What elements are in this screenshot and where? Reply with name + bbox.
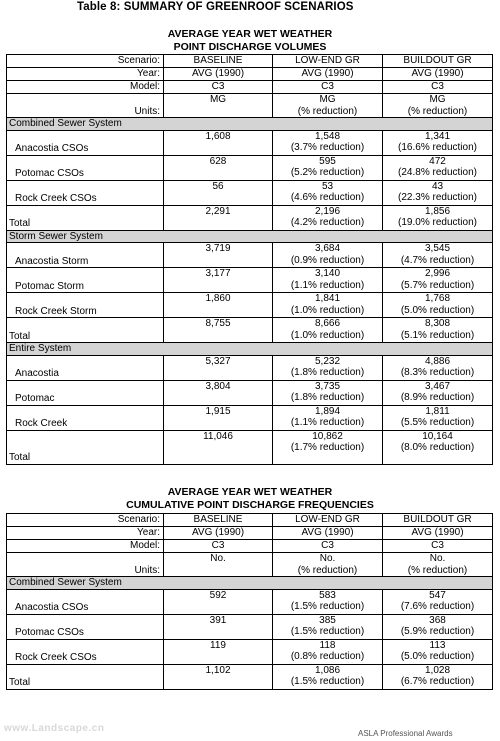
header-cell [164,55,273,68]
low-end-cell-reduction: (1.5% reduction) [290,676,365,687]
buildout-cell [383,155,493,180]
table-row [7,268,493,293]
low-end-cell-value: 1,841 [314,293,341,304]
header-text: BUILDOUT GR [403,55,472,66]
header-label [7,94,164,118]
header-text: MG [209,94,227,105]
buildout-cell [383,614,493,639]
baseline-value: 5,327 [164,355,273,380]
low-end-cell [273,243,383,268]
header-text: AVG (1990) [191,68,245,79]
buildout-cell [383,430,493,464]
watermark-site: www.Landscape.cn [4,723,105,734]
header-cell [383,68,493,81]
low-end-cell [273,355,383,380]
header-label [7,55,164,68]
frequencies-table [6,513,493,690]
low-end-cell-value: 385 [319,614,336,626]
buildout-cell-value: 1,768 [424,293,451,304]
header-text: (% reduction) [407,105,468,117]
header-text: Units: [134,105,160,117]
row-label: Total [7,205,164,230]
low-end-cell-value: 3,140 [314,268,341,279]
header-text: Model: [129,81,160,92]
row-label: Rock Creek Storm [7,293,164,318]
header-text: No. [429,553,446,564]
buildout-cell-reduction: (8.0% reduction) [400,442,475,453]
baseline-value: 56 [164,180,273,205]
buildout-cell-reduction: (5.0% reduction) [400,304,475,316]
header-text: Model: [129,540,160,551]
table-row [7,180,493,205]
table-row [7,155,493,180]
buildout-cell-value: 10,164 [422,430,453,442]
low-end-cell-reduction: (4.2% reduction) [290,217,365,228]
header-cell [383,540,493,553]
buildout-cell-value: 1,028 [424,664,451,676]
buildout-cell-value: 113 [429,639,446,651]
low-end-cell [273,205,383,230]
frequencies-title-line2: CUMULATIVE POINT DISCHARGE FREQUENCIES [126,499,374,511]
baseline-value: 592 [164,589,273,614]
group-row [7,118,493,131]
baseline-value: 391 [164,614,273,639]
baseline-value: 3,804 [164,380,273,405]
row-label: Anacostia CSOs [7,130,164,155]
buildout-cell-reduction: (22.3% reduction) [398,192,477,203]
buildout-cell-value: 547 [429,589,446,601]
header-row [7,55,493,68]
buildout-cell-value: 1,856 [424,205,451,217]
header-cell [383,527,493,540]
low-end-cell-value: 595 [319,155,336,167]
low-end-cell-value: 2,196 [314,205,341,217]
buildout-cell-value: 2,996 [424,268,451,279]
group-label: Storm Sewer System [7,230,493,243]
group-label: Combined Sewer System [7,118,493,131]
header-cell [273,55,383,68]
group-row [7,230,493,243]
buildout-cell-value: 472 [429,155,446,167]
baseline-value: 2,291 [164,205,273,230]
low-end-cell-reduction: (5.2% reduction) [290,167,365,178]
header-text: AVG (1990) [191,527,245,538]
low-end-cell-reduction: (1.8% reduction) [290,367,365,378]
baseline-value: 1,102 [164,664,273,689]
buildout-cell [383,243,493,268]
low-end-cell-value: 1,086 [314,664,341,676]
low-end-cell-value: 1,894 [314,405,341,417]
buildout-cell-value: 3,545 [424,243,451,254]
low-end-cell-value: 118 [319,639,336,651]
baseline-value: 1,915 [164,405,273,430]
low-end-cell-value: 10,862 [312,430,343,442]
low-end-cell-reduction: (1.5% reduction) [290,626,365,637]
buildout-cell [383,318,493,343]
buildout-cell-reduction: (8.3% reduction) [400,367,475,378]
row-label: Rock Creek CSOs [7,180,164,205]
table-row [7,293,493,318]
low-end-cell-reduction: (1.0% reduction) [290,329,365,341]
buildout-cell-reduction: (19.0% reduction) [398,217,477,228]
header-cell [273,81,383,94]
header-text: BASELINE [193,55,243,66]
low-end-cell-reduction: (3.7% reduction) [290,142,365,153]
low-end-cell-value: 1,548 [314,130,341,142]
row-label: Anacostia [7,355,164,380]
watermark-caption: ASLA Professional Awards [358,729,453,738]
header-cell [273,527,383,540]
header-cell [273,94,383,118]
low-end-cell [273,405,383,430]
header-text: C3 [211,540,225,551]
table-row [7,614,493,639]
buildout-cell [383,589,493,614]
header-row [7,527,493,540]
header-label [7,540,164,553]
buildout-cell [383,293,493,318]
buildout-cell-reduction: (24.8% reduction) [398,167,477,178]
table-row [7,355,493,380]
row-label: Rock Creek CSOs [7,639,164,664]
header-text: C3 [431,540,444,551]
buildout-cell [383,664,493,689]
buildout-cell-value: 368 [429,614,446,626]
header-text: Scenario: [117,514,160,525]
row-label: Potomac Storm [7,268,164,293]
header-text: LOW-END GR [295,55,360,66]
buildout-cell-reduction: (5.5% reduction) [400,417,475,428]
group-label: Combined Sewer System [7,577,493,590]
baseline-value: 11,046 [164,430,273,464]
buildout-cell [383,180,493,205]
header-cell [273,540,383,553]
header-text: BUILDOUT GR [403,514,472,525]
header-text: AVG (1990) [411,527,464,538]
header-text: AVG (1990) [301,527,354,538]
header-cell [164,94,273,118]
table-row [7,639,493,664]
header-text: Year: [137,527,160,538]
row-label: Anacostia Storm [7,243,164,268]
buildout-cell [383,355,493,380]
low-end-cell-value: 5,232 [314,355,341,367]
header-cell [164,514,273,527]
header-cell [164,68,273,81]
header-label [7,514,164,527]
header-cell [273,514,383,527]
header-text: Scenario: [117,55,160,66]
header-cell [383,55,493,68]
header-text: (% reduction) [407,564,468,576]
buildout-cell [383,639,493,664]
header-cell [383,553,493,577]
header-row [7,94,493,118]
frequencies-title-line1: AVERAGE YEAR WET WEATHER [167,486,333,498]
header-text: C3 [211,81,225,92]
low-end-cell [273,614,383,639]
low-end-cell-reduction: (1.7% reduction) [290,442,365,453]
header-text: AVG (1990) [411,68,464,79]
buildout-cell [383,205,493,230]
header-label [7,553,164,577]
header-text: AVG (1990) [301,68,354,79]
group-row [7,577,493,590]
low-end-cell [273,664,383,689]
buildout-cell-value: 8,308 [424,318,451,329]
low-end-cell [273,268,383,293]
low-end-cell-value: 583 [319,589,336,601]
low-end-cell-reduction: (1.8% reduction) [290,392,365,403]
buildout-cell-reduction: (5.7% reduction) [400,279,475,291]
table-title: Table 8: SUMMARY OF GREENROOF SCENARIOS [77,1,354,13]
header-text: C3 [321,81,334,92]
buildout-cell [383,130,493,155]
baseline-value: 1,860 [164,293,273,318]
row-label: Potomac CSOs [7,155,164,180]
low-end-cell-value: 8,666 [314,318,341,329]
header-label [7,68,164,81]
header-text: (% reduction) [297,564,358,576]
buildout-cell-value: 43 [431,180,444,192]
buildout-cell [383,380,493,405]
baseline-value: 3,719 [164,243,273,268]
low-end-cell [273,155,383,180]
low-end-cell-reduction: (1.1% reduction) [290,417,365,428]
header-text: BASELINE [193,514,243,525]
low-end-cell-reduction: (1.0% reduction) [290,304,365,316]
header-text: MG [319,94,336,105]
buildout-cell-reduction: (5.1% reduction) [400,329,475,341]
header-cell [383,514,493,527]
volumes-table [6,54,493,465]
header-text: No. [319,553,336,564]
table-row [7,318,493,343]
baseline-value: 1,608 [164,130,273,155]
header-row [7,540,493,553]
header-text: C3 [431,81,444,92]
low-end-cell [273,589,383,614]
low-end-cell [273,318,383,343]
table-row [7,664,493,689]
low-end-cell-reduction: (0.9% reduction) [290,254,365,266]
header-cell [383,94,493,118]
header-label [7,81,164,94]
baseline-value: 119 [164,639,273,664]
low-end-cell [273,293,383,318]
low-end-cell [273,430,383,464]
low-end-cell-reduction: (1.5% reduction) [290,601,365,612]
header-text: MG [429,94,446,105]
header-text: LOW-END GR [295,514,360,525]
table-row [7,405,493,430]
table-row [7,430,493,464]
low-end-cell [273,639,383,664]
table-row [7,589,493,614]
buildout-cell-value: 3,467 [424,380,451,392]
volumes-title-line1: AVERAGE YEAR WET WEATHER [167,28,333,40]
group-row [7,343,493,356]
buildout-cell-reduction: (6.7% reduction) [400,676,475,687]
header-cell [164,540,273,553]
header-cell [164,527,273,540]
header-text: No. [210,553,226,564]
buildout-cell-reduction: (5.9% reduction) [400,626,475,637]
header-text: Units: [134,564,160,576]
volumes-title-line2: POINT DISCHARGE VOLUMES [173,41,327,53]
low-end-cell [273,180,383,205]
row-label: Total [7,430,164,464]
header-cell [164,553,273,577]
low-end-cell-reduction: (0.8% reduction) [290,651,365,662]
header-row [7,68,493,81]
baseline-value: 3,177 [164,268,273,293]
header-cell [273,68,383,81]
buildout-cell-value: 1,811 [425,405,450,417]
header-text: (% reduction) [297,105,358,117]
low-end-cell [273,130,383,155]
low-end-cell [273,380,383,405]
table-row [7,130,493,155]
row-label: Potomac CSOs [7,614,164,639]
group-label: Entire System [7,343,493,356]
header-label [7,527,164,540]
table-row [7,205,493,230]
buildout-cell [383,405,493,430]
buildout-cell-reduction: (4.7% reduction) [400,254,475,266]
header-row [7,514,493,527]
low-end-cell-value: 3,684 [314,243,341,254]
header-cell [164,81,273,94]
buildout-cell-value: 1,341 [424,130,451,142]
header-row [7,81,493,94]
buildout-cell-value: 4,886 [424,355,451,367]
buildout-cell [383,268,493,293]
header-text: C3 [321,540,334,551]
row-label: Anacostia CSOs [7,589,164,614]
buildout-cell-reduction: (7.6% reduction) [400,601,475,612]
baseline-value: 8,755 [164,318,273,343]
table-row [7,380,493,405]
baseline-value: 628 [164,155,273,180]
buildout-cell-reduction: (5.0% reduction) [400,651,475,662]
header-text: Year: [137,68,160,79]
header-row [7,553,493,577]
buildout-cell-reduction: (16.6% reduction) [398,142,477,153]
header-cell [383,81,493,94]
row-label: Rock Creek [7,405,164,430]
buildout-cell-reduction: (8.9% reduction) [400,392,475,403]
low-end-cell-reduction: (4.6% reduction) [290,192,365,203]
row-label: Total [7,318,164,343]
low-end-cell-reduction: (1.1% reduction) [290,279,365,291]
row-label: Potomac [7,380,164,405]
row-label: Total [7,664,164,689]
low-end-cell-value: 53 [321,180,334,192]
header-cell [273,553,383,577]
table-row [7,243,493,268]
low-end-cell-value: 3,735 [314,380,341,392]
